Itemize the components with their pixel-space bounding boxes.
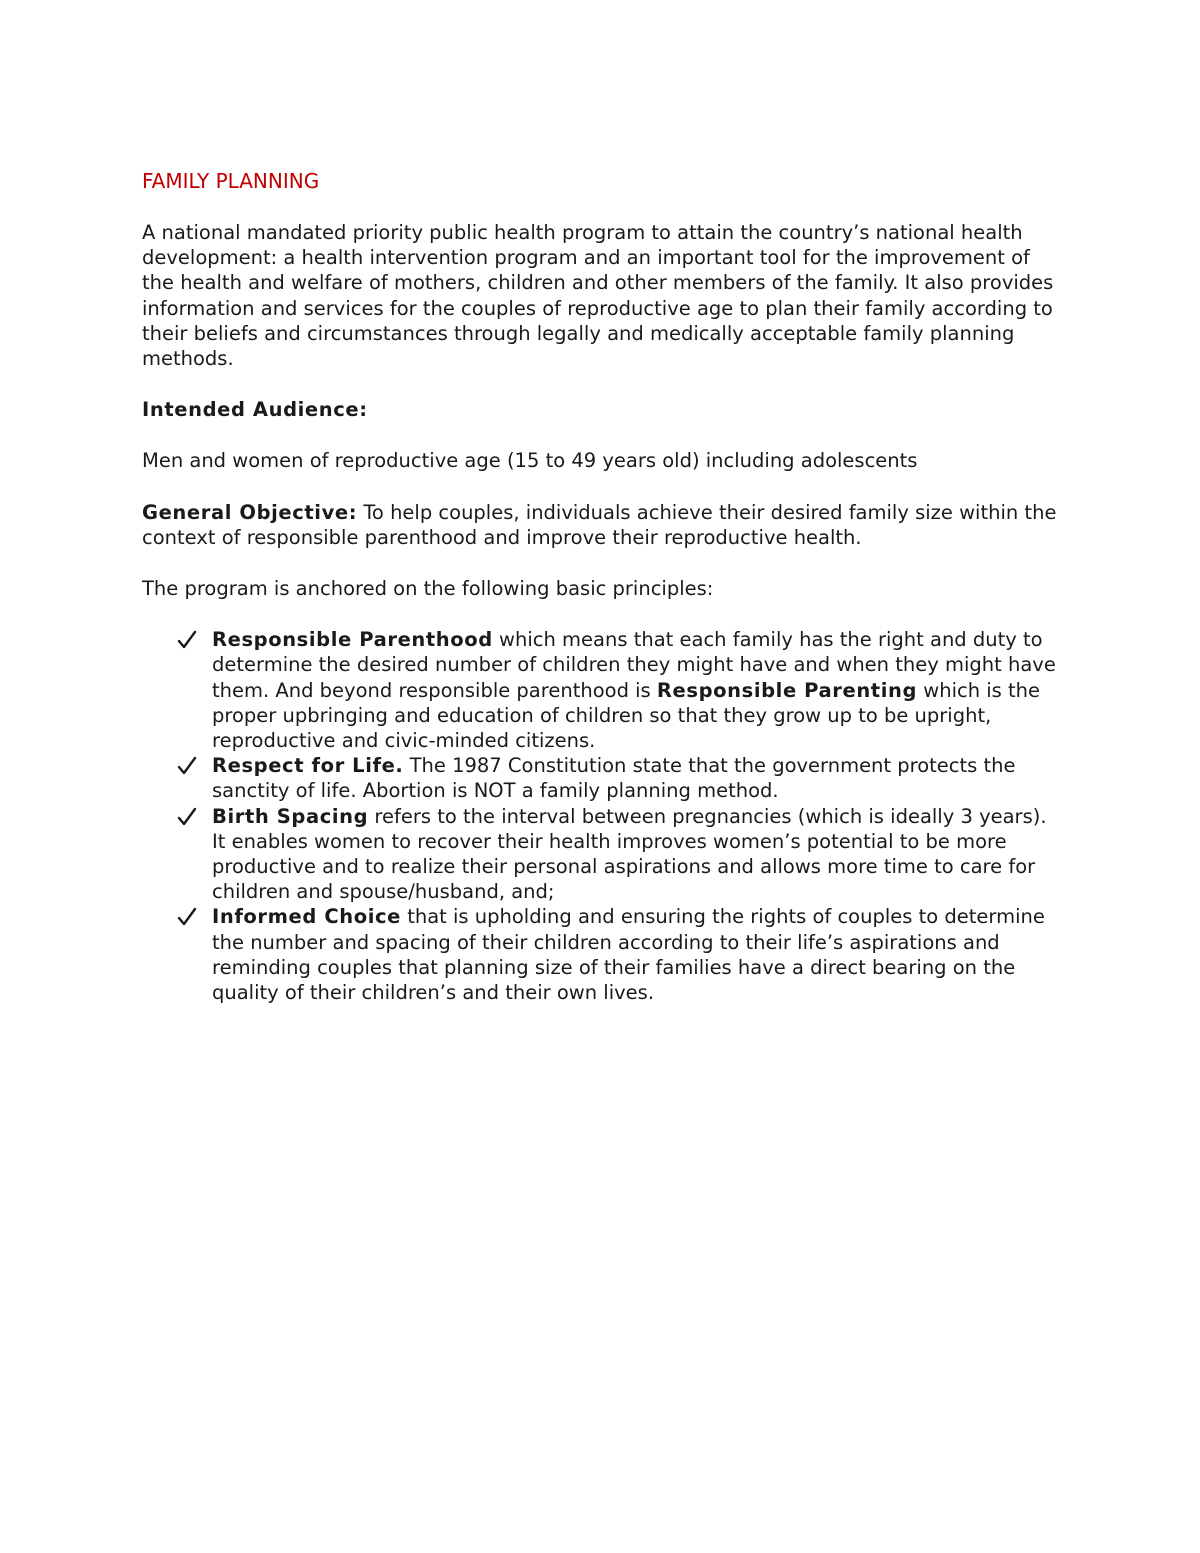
checkmark-icon xyxy=(176,904,198,929)
principle-text: refers to the interval between pregnancies (which is ideally 3 years). It enables women to recover their health improves women’s potential to be more productive and to realize their personal aspirations and allows more time to care for children and spouse/husband, and; xyxy=(212,804,1047,904)
principle-text: The 1987 Constitution state that the government protects the sanctity of life. Abortion is NOT a family planning method. xyxy=(212,754,1016,803)
principle-term: Respect for Life. xyxy=(212,754,404,778)
principle-text: that is upholding and ensuring the rights of couples to determine the number and spacing of their children according to their life’s aspirations and reminding couples that planning size of their families have a direct bearing on the quality of their children’s and their own lives. xyxy=(212,905,1045,1005)
audience-text: Men and women of reproductive age (15 to 49 years old) including adolescents xyxy=(142,449,918,473)
objective-label: General Objective: xyxy=(142,500,358,524)
principle-term-secondary: Responsible Parenting xyxy=(656,678,918,702)
principles-intro: The program is anchored on the following basic principles: xyxy=(142,577,714,601)
principle-term: Birth Spacing xyxy=(212,804,369,828)
checkmark-icon xyxy=(176,804,198,829)
objective-text: To help couples, individuals achieve their desired family size within the context of responsible parenthood and improve their reproductive health. xyxy=(142,500,1057,549)
document-body xyxy=(142,168,1062,1005)
principle-item xyxy=(142,627,1062,753)
principle-term: Responsible Parenthood xyxy=(212,628,493,652)
principle-text: which means that each family has the right and duty to determine the desired number of children they might have and when they might have them. And beyond responsible parenthood is xyxy=(212,628,1056,702)
checkmark-icon xyxy=(176,753,198,778)
audience-heading: Intended Audience: xyxy=(142,398,368,422)
principle-text-secondary: which is the proper upbringing and education of children so that they grow up to be upright, reproductive and civic-minded citizens. xyxy=(212,678,1041,753)
principle-item xyxy=(142,753,1062,803)
principle-item xyxy=(142,804,1062,905)
principle-item xyxy=(142,904,1062,1005)
principles-list xyxy=(142,627,1062,1005)
document-title: FAMILY PLANNING xyxy=(142,169,320,193)
checkmark-icon xyxy=(176,627,198,652)
principle-term: Informed Choice xyxy=(212,905,401,929)
intro-paragraph: A national mandated priority public health program to attain the country’s national health development: a health intervention program and an important tool for the improvement of the health and welfare of mothers, children and other members of the family. It also provides information and services for the couples of reproductive age to plan their family according to their beliefs and circumstances through legally and medically acceptable family planning methods. xyxy=(142,221,1054,371)
objective-paragraph xyxy=(142,500,1062,550)
